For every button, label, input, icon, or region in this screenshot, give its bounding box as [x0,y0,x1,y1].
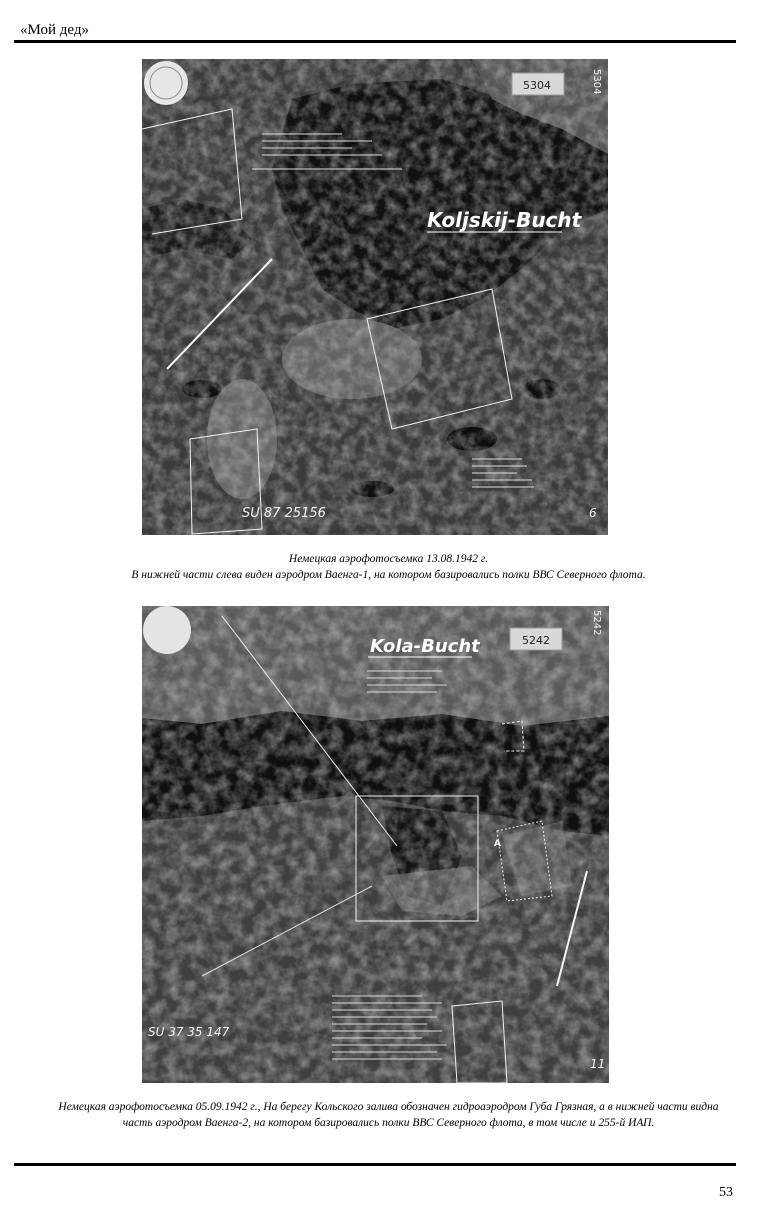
map-title: Koljskij-Bucht [427,208,582,232]
sheet-number: 5304 [523,79,551,92]
compass-disc [144,61,188,105]
sheet-number: 5242 [522,634,550,647]
compass-disc [143,606,191,654]
side-code: 5304 [591,69,602,95]
seaplane-base-marker: A [494,839,501,849]
caption-2-line-1: Немецкая аэрофотосъемка 05.09.1942 г., На берегу Кольского залива обозначен гидроаэродром Губа Грязная, а в нижней части видна [58,1101,719,1113]
film-grain [142,59,608,535]
aerial-photo-2-drawing [142,606,609,1083]
aerial-photo-koljskij-bucht [142,59,608,535]
corner-number: 11 [590,1057,606,1071]
bottom-code: SU 87 25156 [242,506,326,521]
header-rule [14,40,736,43]
aerial-photo-kola-bucht [142,606,609,1083]
map-title: Kola-Bucht [370,636,480,657]
aerial-photo-1-drawing [142,59,608,535]
footer-rule [14,1163,736,1166]
running-header: «Мой дед» [20,22,89,38]
caption-photo-2 [10,1099,767,1131]
page-number: 53 [719,1185,733,1200]
bottom-code: SU 37 35 147 [148,1025,230,1039]
caption-2-line-2: часть аэродром Ваенга-2, на котором базировались полки ВВС Северного флота, в том числе и 255-й ИАП. [122,1117,655,1129]
side-code: 5242 [591,610,602,636]
caption-photo-1 [10,551,767,583]
caption-1-line-1: Немецкая аэрофотосъемка 13.08.1942 г. [288,553,489,565]
corner-number: 6 [589,506,597,520]
caption-1-line-2: В нижней части слева виден аэродром Ваенга-1, на котором базировались полки ВВС Северного флота. [131,569,646,581]
